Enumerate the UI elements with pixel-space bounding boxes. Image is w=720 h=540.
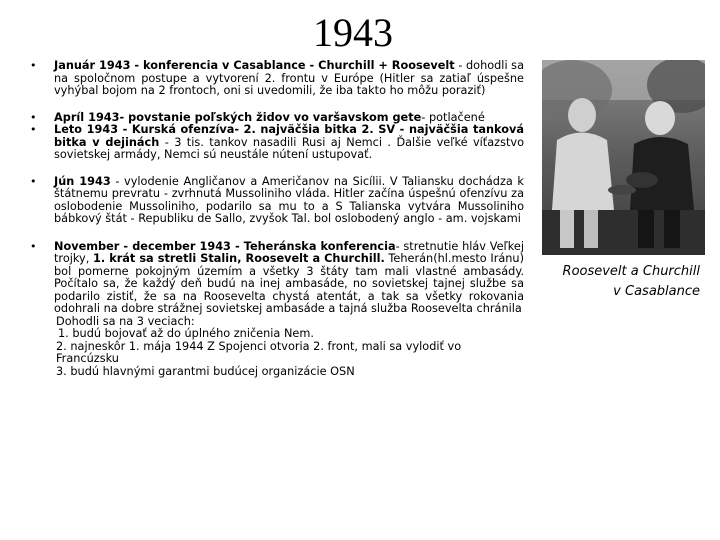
item-body: - potlačené bbox=[421, 110, 485, 124]
agreement-point-2: 2. najneskôr 1. mája 1944 Z Spojenci otvoria 2. front, mali sa vylodiť vo Francúzsku bbox=[56, 339, 462, 365]
item-text bbox=[54, 60, 524, 98]
photo-caption bbox=[540, 262, 700, 302]
list-item-summer bbox=[30, 124, 524, 162]
roosevelt-churchill-photo bbox=[542, 60, 705, 255]
agreement-point-1: 1. budú bojovať až do úplného zničenia Nem. bbox=[58, 327, 314, 340]
item-heading: Leto 1943 - Kurská ofenzíva- 2. najväčšia bitka 2. SV - najväčšia tanková bitka v dejinách bbox=[54, 123, 524, 149]
slide-content bbox=[30, 60, 524, 378]
bullet-icon: • bbox=[30, 123, 37, 136]
agreement-point-3: 3. budú hlavnými garantmi budúcej organizácie OSN bbox=[56, 364, 355, 378]
item-body: - stretnutie hláv Veľkej trojky, bbox=[54, 239, 525, 265]
list-item-june bbox=[30, 176, 524, 226]
item-body: - 3 tis. tankov nasadili Rusi aj Nemci . Ďalšie veľké víťazstvo sovietskej armády, Nemci sú neustále nútení ustupovať. bbox=[54, 135, 524, 161]
bullet-icon: • bbox=[30, 239, 37, 253]
photo-caption-line-1: Roosevelt a Churchill bbox=[562, 264, 700, 279]
photo-caption-line-2: v Casablance bbox=[613, 284, 700, 299]
bullet-icon: • bbox=[30, 174, 37, 188]
agreement-intro: Dohodli sa na 3 veciach: bbox=[56, 314, 195, 328]
item-text bbox=[54, 124, 524, 162]
bullet-icon: • bbox=[30, 59, 37, 72]
bullet-icon: • bbox=[30, 110, 37, 124]
item-heading: Apríl 1943- povstanie poľských židov vo varšavskom gete bbox=[54, 110, 422, 124]
list-item-november bbox=[30, 241, 524, 316]
item-text bbox=[54, 176, 524, 226]
list-item-january bbox=[30, 60, 524, 98]
item-emphasis: 1. krát sa stretli Stalin, Roosevelt a Churchill. bbox=[93, 252, 385, 265]
item-heading: Január 1943 - konferencia v Casablance - Churchill + Roosevelt bbox=[54, 59, 455, 72]
item-heading: November - december 1943 - Teheránska konferencia bbox=[54, 239, 396, 253]
item-body: - vylodenie Angličanov a Američanov na Sicílii. V Taliansku dochádza k štátnemu prevratu - zvrhnutá Mussoliniho vláda. Hitler začína úspešnú ofenzívu za oslobodenie Mussoliniho, podarilo sa mu to a S Talianska vytvára Mussoliniho bábkový štát - Republiku de Sallo, zvyšok Tal. bol oslobodený anglo - am. vojskami bbox=[54, 174, 524, 225]
slide-title: 1943 bbox=[313, 10, 393, 55]
item-text bbox=[54, 241, 524, 316]
item-body-continued: Teherán(hl.mesto Iránu) bol pomerne pokojným územím a všetky 3 štáty tam mali vlastné ambasády. Počítalo sa, že každý deň budú na inej ambasáde, no sovietskej tajnej službe sa podarilo zistiť, že sa na Roosevelta chystá atentát, a tak sa všetky rokovania odohrali na dobre strážnej sovietskej ambasáde a tajná služba Roosevelta chránila bbox=[54, 252, 524, 315]
item-heading: Jún 1943 bbox=[54, 174, 111, 188]
item-body: - dohodli sa na spoločnom postupe a vytvorení 2. frontu v Európe (Hitler sa zatiaľ úspešne vyhýbal bojom na 2 frontoch, oni si uvedomili, že iba takto ho môžu poraziť) bbox=[54, 59, 524, 97]
